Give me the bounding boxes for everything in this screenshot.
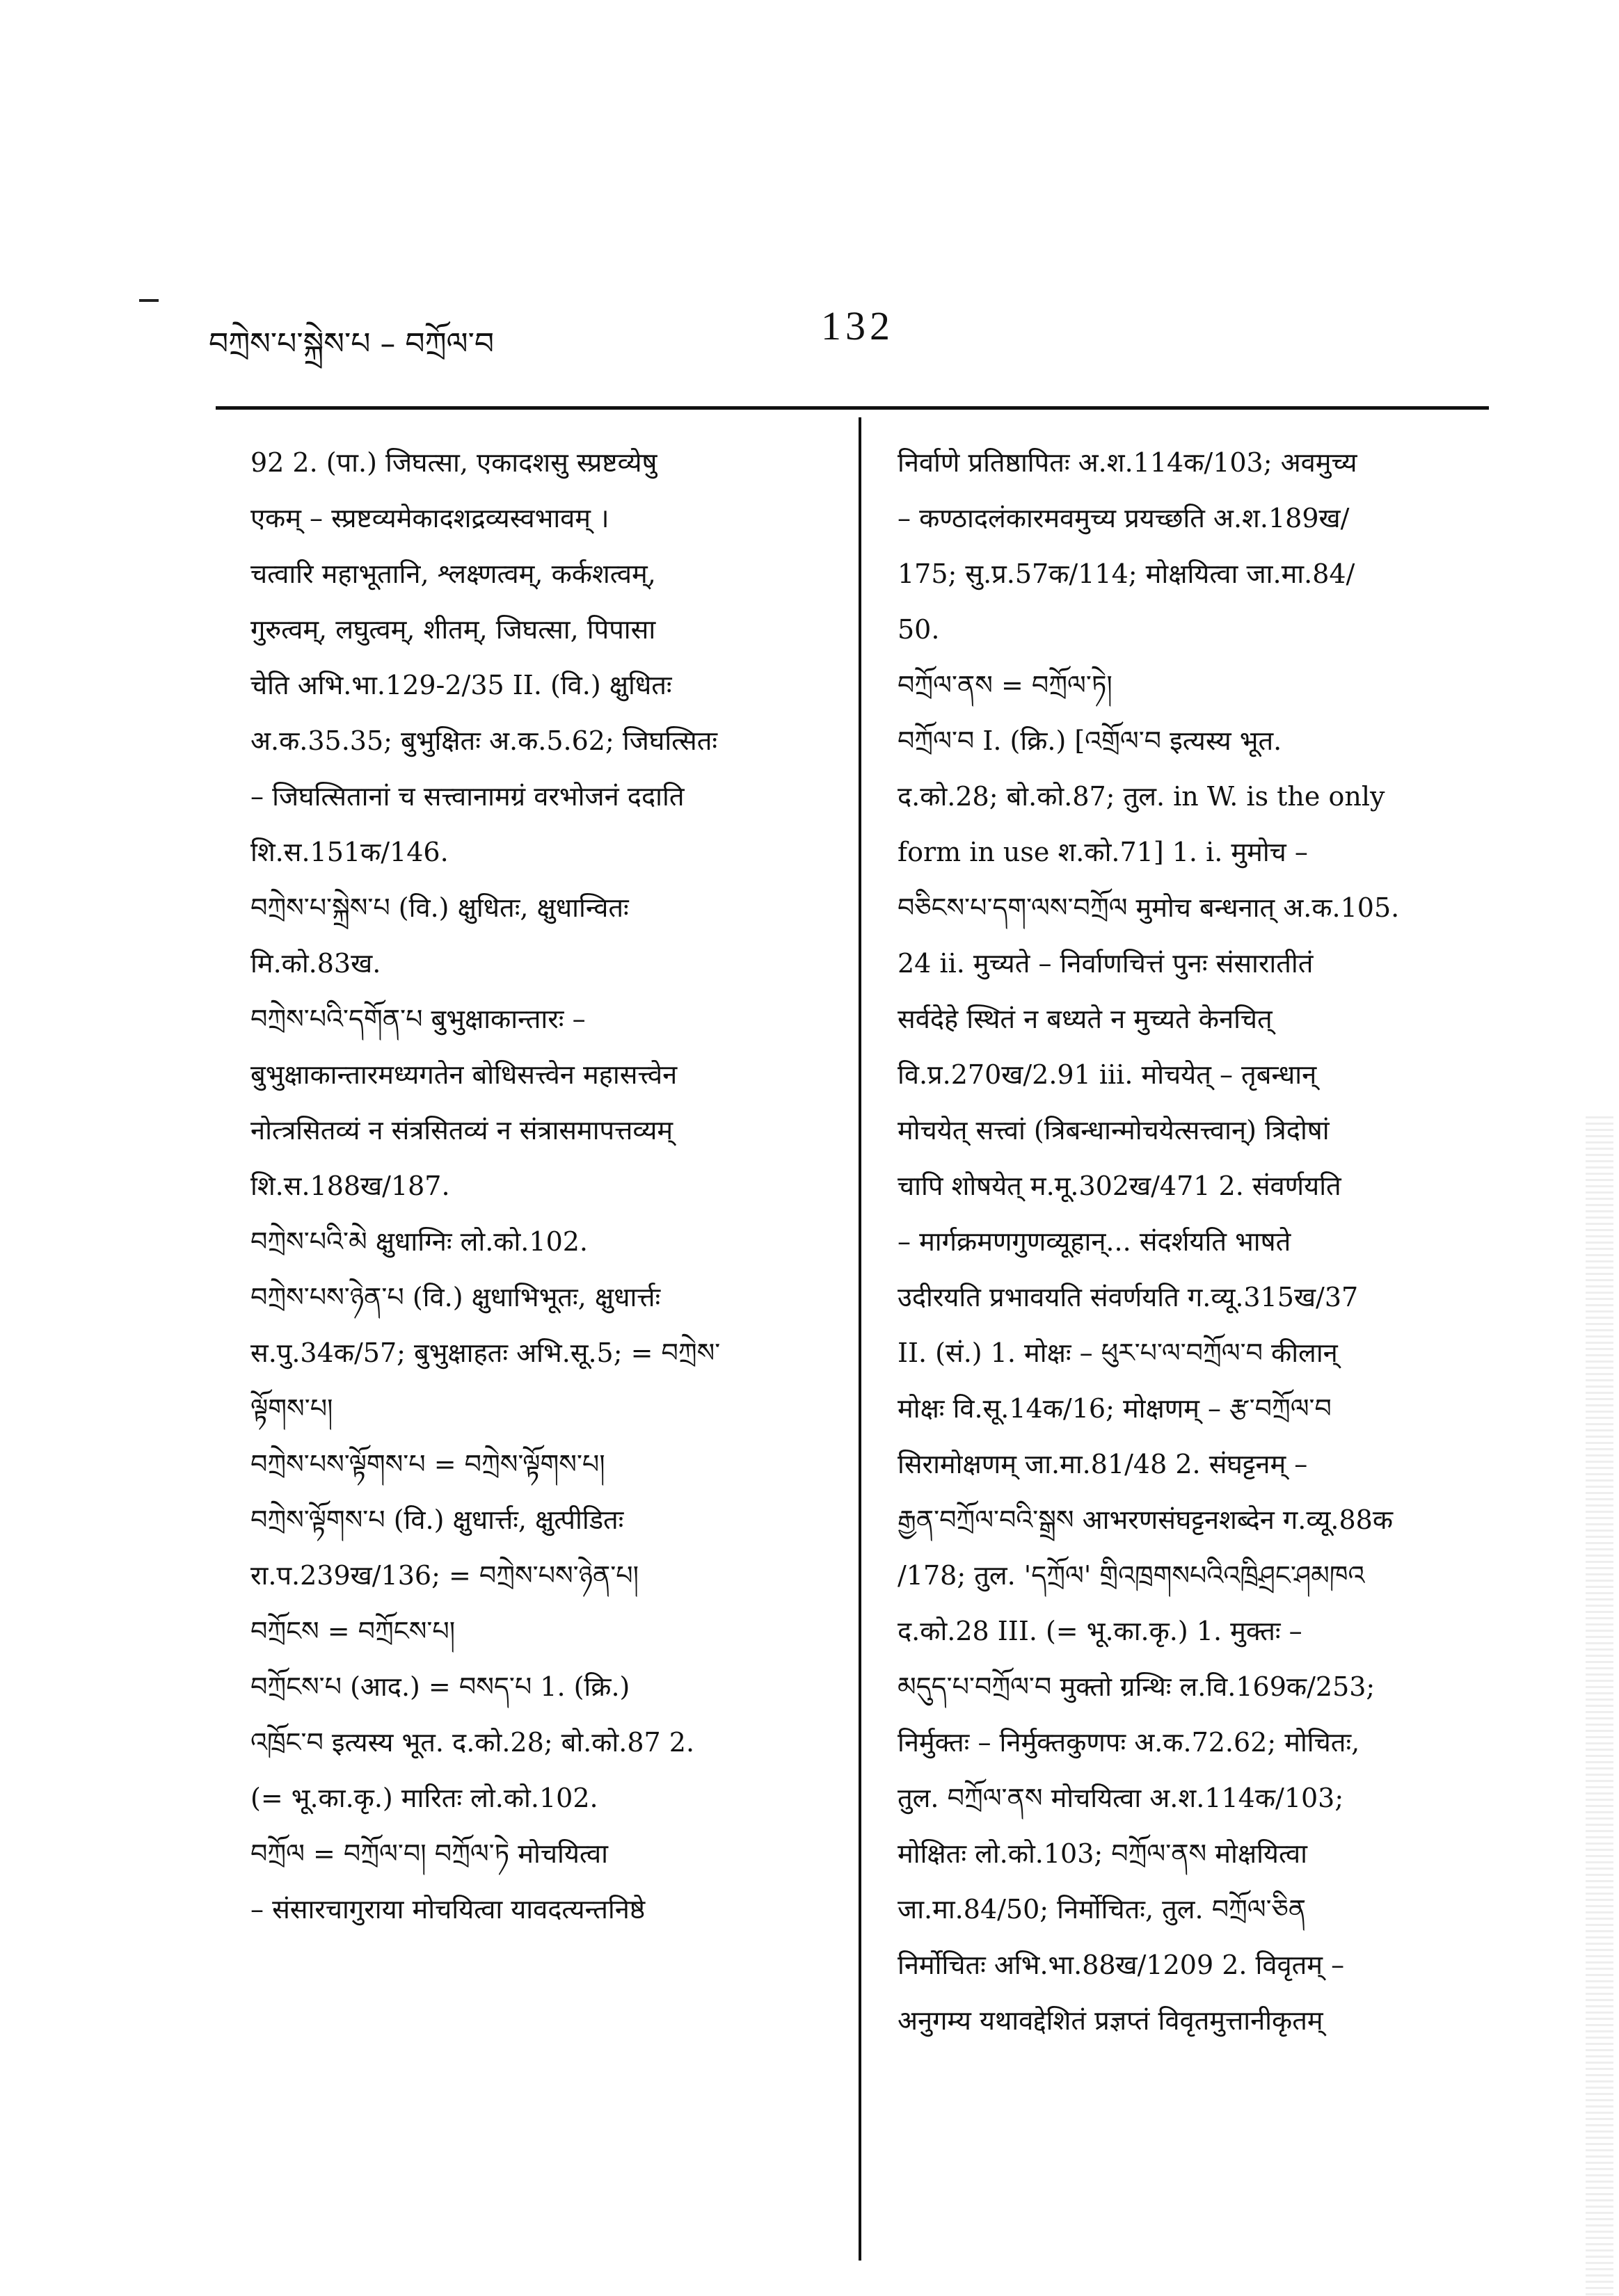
text-line: वि.प्र.270ख/2.91 iii. मोचयेत् – तृबन्धान् <box>898 1059 1317 1090</box>
running-head: བཀྲེས་པ་སྐྲེས་པ – བཀྲོལ་བ <box>209 326 495 362</box>
text-line: form in use श.को.71] 1. i. मुमोच – <box>898 837 1308 867</box>
right-column <box>898 435 1489 2048</box>
text-line: – जिघत्सितानां च सत्त्वानामग्रं वरभोजनं ददाति <box>250 781 685 812</box>
text-line: मि.को.83ख. <box>250 948 381 979</box>
text-line: उदीरयति प्रभावयति संवर्णयति ग.व्यू.315ख/37 <box>898 1282 1359 1312</box>
text-line: मोक्षितः लो.को.103; བཀྲོལ་ནས मोक्षयित्वा <box>898 1838 1307 1869</box>
text-line: सर्वदेहे स्थितं न बध्यते न मुच्यते केनचित् <box>898 1004 1273 1034</box>
margin-dash <box>139 299 159 302</box>
text-line: བཀྲོལ་ནས = བཀྲོལ་ཏེ། <box>898 670 1112 700</box>
text-line: नोत्त्रसितव्यं न संत्रसितव्यं न संत्रासमापत्तव्यम् <box>250 1115 673 1146</box>
page-header <box>209 303 1461 365</box>
text-line: – संसारचागुराया मोचयित्वा यावदत्यन्तनिष्ठे <box>250 1894 646 1925</box>
text-line: चत्वारि महाभूतानि, श्लक्ष्णत्वम्, कर्कशत्वम्, <box>250 559 656 589</box>
text-line: /178; तुल. 'དཀྲོལ' གྲིའཁྲགསཔའིའཁྲིཤྲང་ཤམཁའ <box>898 1560 1365 1591</box>
text-line: བཀྲོངས = བཀྲོངས་པ། <box>250 1616 456 1646</box>
text-line: अनुगम्य यथावद्देशितं प्रज्ञप्तं विवृतमुत्तानीकृतम् <box>898 2005 1323 2036</box>
text-line: – मार्गक्रमणगुणव्यूहान्... संदर्शयति भाषते <box>898 1226 1291 1257</box>
page-number: 132 <box>821 303 894 348</box>
text-line: II. (सं.) 1. मोक्षः – ཕུར་པ་ལ་བཀྲོལ་བ कीलान् <box>898 1338 1338 1368</box>
text-line: द.को.28 III. (= भू.का.कृ.) 1. मुक्तः – <box>898 1616 1302 1646</box>
text-line: द.को.28; बो.को.87; तुल. in W. is the only <box>898 781 1385 812</box>
text-line: བཀྲོལ་བ I. (क्रि.) [འགྲོལ་བ इत्यस्य भूत. <box>898 725 1282 756</box>
text-line: शि.स.188ख/187. <box>250 1171 450 1201</box>
text-line: निर्वाणे प्रतिष्ठापितः अ.श.114क/103; अवमुच्य <box>898 447 1357 478</box>
text-line: मोक्षः वि.सू.14क/16; मोक्षणम् – རྩ་བཀྲོལ་བ <box>898 1393 1332 1424</box>
text-line: बुभुक्षाकान्तारमध्यगतेन बोधिसत्त्वेन महासत्त्वेन <box>250 1059 678 1090</box>
text-line: चेति अभि.भा.129-2/35 II. (वि.) क्षुधितः <box>250 670 672 700</box>
text-line: བཅིངས་པ་དག་ལས་བཀྲོལ मुमोच बन्धनात् अ.क.105. <box>898 892 1400 923</box>
text-line: བཀྲེས་ལྟོགས་པ (वि.) क्षुधार्त्तः, क्षुत्पीडितः <box>250 1504 624 1535</box>
text-line: འཁྲོང་བ इत्यस्य भूत. द.को.28; बो.को.87 2. <box>250 1727 695 1758</box>
text-line: जा.मा.84/50; निर्मोचितः, तुल. བཀྲོལ་ཅིན <box>898 1894 1307 1925</box>
text-line: एकम् – स्प्रष्टव्यमेकादशद्रव्यस्वभावम् । <box>250 503 609 533</box>
text-line: བཀྲོངས་པ (आद.) = བསད་པ 1. (क्रि.) <box>250 1671 630 1702</box>
text-line: स.पु.34क/57; बुभुक्षाहतः अभि.सू.5; = བཀྲེས་ <box>250 1338 721 1368</box>
column-divider <box>859 417 861 2261</box>
text-line: བཀྲོལ = བཀྲོལ་བ། བཀྲོལ་ཏེ मोचयित्वा <box>250 1838 608 1869</box>
text-line: བཀྲེས་པའི་མེ क्षुधाग्निः लो.को.102. <box>250 1226 588 1257</box>
text-line: निर्मोचितः अभि.भा.88ख/1209 2. विवृतम् – <box>898 1950 1345 1980</box>
text-line: 24 ii. मुच्यते – निर्वाणचित्तं पुनः संसारातीतं <box>898 948 1314 979</box>
text-line: अ.क.35.35; बुभुक्षितः अ.क.5.62; जिघत्सितः <box>250 725 718 756</box>
text-line: निर्मुक्तः – निर्मुक्तकुणपः अ.क.72.62; मोचितः, <box>898 1727 1360 1758</box>
text-line: चापि शोषयेत् म.मू.302ख/471 2. संवर्णयति <box>898 1171 1341 1201</box>
text-line: 50. <box>898 614 940 645</box>
text-line: सिरामोक्षणम् जा.मा.81/48 2. संघट्टनम् – <box>898 1449 1308 1479</box>
text-line: མདུད་པ་བཀྲོལ་བ मुक्तो ग्रन्थिः ल.वि.169क/253; <box>898 1671 1375 1702</box>
header-rule <box>216 406 1489 410</box>
text-line: 92 2. (पा.) जिघत्सा, एकादशसु स्प्रष्टव्येषु <box>250 447 657 478</box>
scan-edge <box>1586 1113 1613 2295</box>
text-line: – कण्ठादलंकारमवमुच्य प्रयच्छति अ.श.189ख/ <box>898 503 1350 533</box>
text-line: मोचयेत् सत्त्वां (त्रिबन्धान्मोचयेत्सत्त्वान्) त्रिदोषां <box>898 1115 1330 1146</box>
text-line: तुल. བཀྲོལ་ནས मोचयित्वा अ.श.114क/103; <box>898 1783 1344 1813</box>
text-line: བཀྲེས་པས་ལྟོགས་པ = བཀྲེས་ལྟོགས་པ། <box>250 1449 605 1479</box>
text-line: བཀྲེས་པ་སྐྲེས་པ (वि.) क्षुधितः, क्षुधान्वितः <box>250 892 629 923</box>
text-line: गुरुत्वम्, लघुत्वम्, शीतम्, जिघत्सा, पिपासा <box>250 614 656 645</box>
text-line: བཀྲེས་པའི་དགོན་པ बुभुक्षाकान्तारः – <box>250 1004 586 1034</box>
text-line: 175; सु.प्र.57क/114; मोक्षयित्वा जा.मा.84/ <box>898 559 1355 589</box>
text-line: (= भू.का.कृ.) मारितः लो.को.102. <box>250 1783 598 1813</box>
text-line: शि.स.151क/146. <box>250 837 449 867</box>
text-line: རྒྱན་བཀྲོལ་བའི་སྒྲས आभरणसंघट्टनशब्देन ग.व्यू.88क <box>898 1504 1394 1535</box>
text-line: ལྟོགས་པ། <box>250 1393 333 1424</box>
text-line: रा.प.239ख/136; = བཀྲེས་པས་ཉེན་པ། <box>250 1560 639 1591</box>
left-column <box>250 435 835 1937</box>
text-line: བཀྲེས་པས་ཉེན་པ (वि.) क्षुधाभिभूतः, क्षुधार्त्तः <box>250 1282 661 1312</box>
